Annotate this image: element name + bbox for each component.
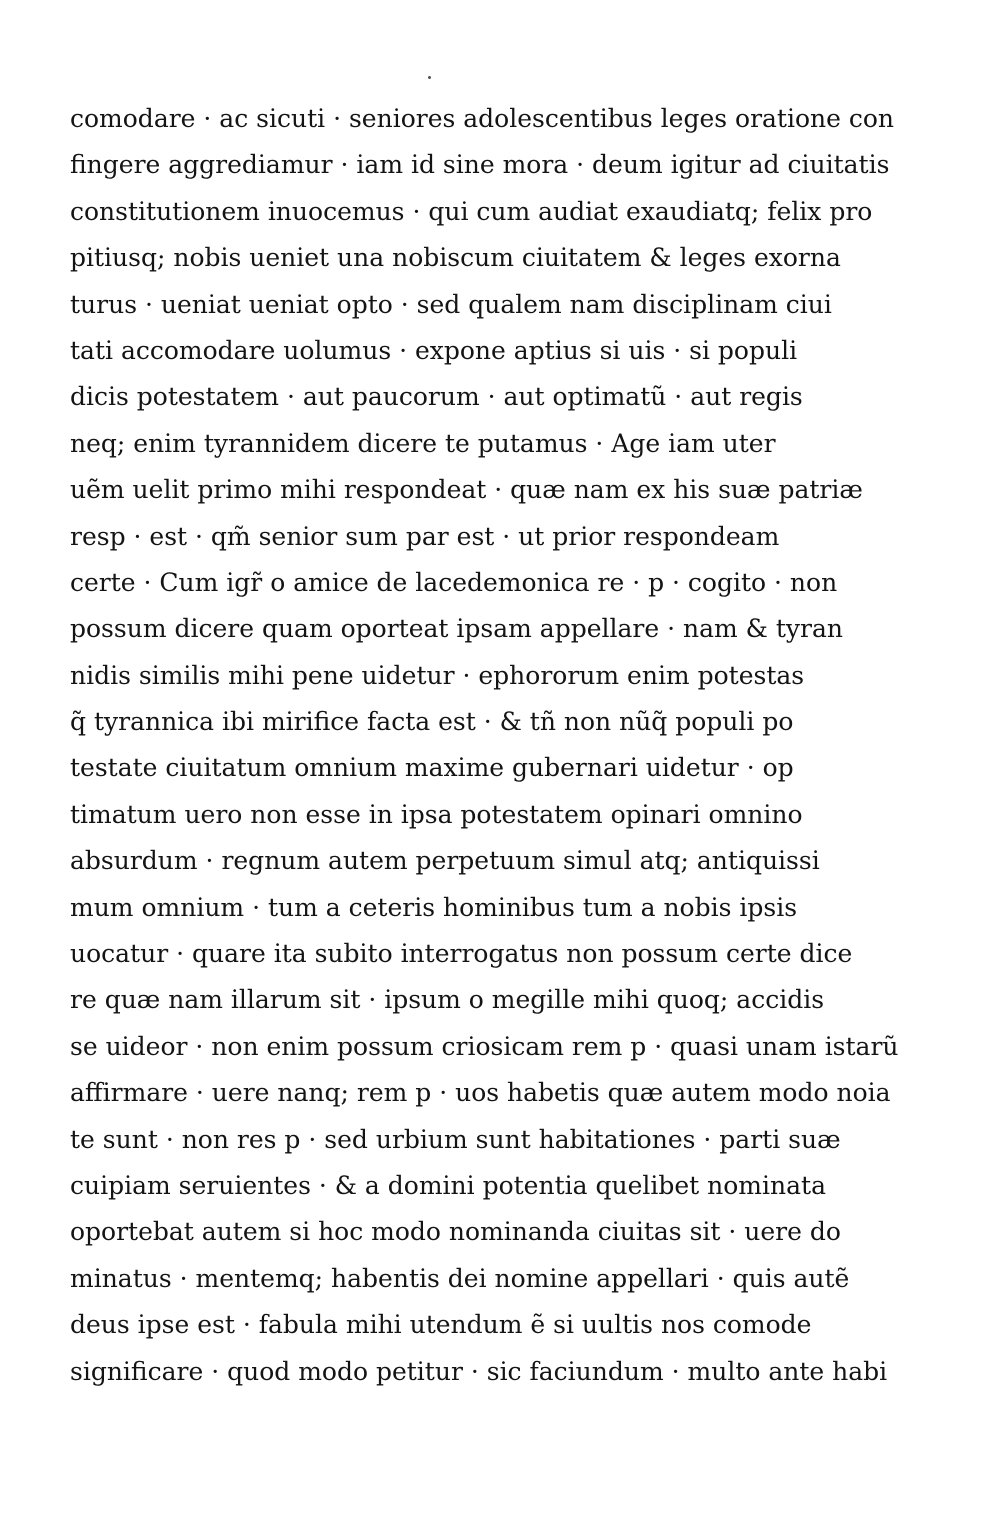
- manuscript-line-28: significare · quod modo petitur · sic faciundum · multo ante habi: [70, 1356, 888, 1386]
- manuscript-line-15: testate ciuitatum omnium maxime gubernari uidetur · op: [70, 753, 794, 783]
- manuscript-line-27: deus ipse est · fabula mihi utendum ẽ si uultis nos comode: [70, 1310, 812, 1340]
- manuscript-line-12: possum dicere quam oporteat ipsam appellare · nam & tyran: [70, 614, 843, 644]
- manuscript-line-13: nidis similis mihi pene uidetur · ephororum enim potestas: [70, 660, 805, 690]
- manuscript-line-3: constitutionem inuocemus · qui cum audiat exaudiatq; felix pro: [70, 196, 873, 226]
- manuscript-line-10: resp · est · qm̃ senior sum par est · ut prior respondeam: [70, 521, 780, 551]
- manuscript-line-18: mum omnium · tum a ceteris hominibus tum a nobis ipsis: [70, 892, 798, 922]
- manuscript-line-14: q̃ tyrannica ibi mirifice facta est · & tñ non nũq̃ populi po: [70, 707, 794, 737]
- manuscript-line-5: turus · ueniat ueniat opto · sed qualem nam disciplinam ciui: [70, 289, 832, 319]
- manuscript-line-6: tati accomodare uolumus · expone aptius si uis · si populi: [70, 335, 798, 365]
- manuscript-text-block: [70, 96, 950, 1395]
- manuscript-line-9: uẽm uelit primo mihi respondeat · quæ nam ex his suæ patriæ: [70, 475, 863, 505]
- manuscript-line-1: comodare · ac sicuti · seniores adolescentibus leges oratione con: [70, 104, 895, 133]
- ink-speck: [428, 76, 431, 79]
- manuscript-line-21: se uideor · non enim possum criosicam rem p · quasi unam istarũ: [70, 1031, 899, 1061]
- manuscript-line-20: re quæ nam illarum sit · ipsum o megille mihi quoq; accidis: [70, 985, 825, 1015]
- manuscript-line-11: certe · Cum igr̃ o amice de lacedemonica re · p · cogito · non: [70, 567, 838, 597]
- manuscript-line-16: timatum uero non esse in ipsa potestatem opinari omnino: [70, 799, 803, 829]
- manuscript-line-2: fingere aggrediamur · iam id sine mora · deum igitur ad ciuitatis: [70, 150, 890, 180]
- manuscript-line-23: te sunt · non res p · sed urbium sunt habitationes · parti suæ: [70, 1124, 841, 1154]
- manuscript-line-7: dicis potestatem · aut paucorum · aut optimatũ · aut regis: [70, 382, 803, 412]
- manuscript-line-22: affirmare · uere nanq; rem p · uos habetis quæ autem modo noia: [70, 1078, 891, 1108]
- manuscript-line-4: pitiusq; nobis ueniet una nobiscum ciuitatem & leges exorna: [70, 243, 841, 273]
- manuscript-line-8: neq; enim tyrannidem dicere te putamus · Age iam uter: [70, 428, 776, 458]
- manuscript-line-25: oportebat autem si hoc modo nominanda ciuitas sit · uere do: [70, 1217, 841, 1247]
- manuscript-line-17: absurdum · regnum autem perpetuum simul atq; antiquissi: [70, 846, 820, 876]
- manuscript-line-19: uocatur · quare ita subito interrogatus non possum certe dice: [70, 939, 853, 969]
- manuscript-line-26: minatus · mentemq; habentis dei nomine appellari · quis autẽ: [70, 1263, 850, 1293]
- manuscript-line-24: cuipiam seruientes · & a domini potentia quelibet nominata: [70, 1170, 826, 1200]
